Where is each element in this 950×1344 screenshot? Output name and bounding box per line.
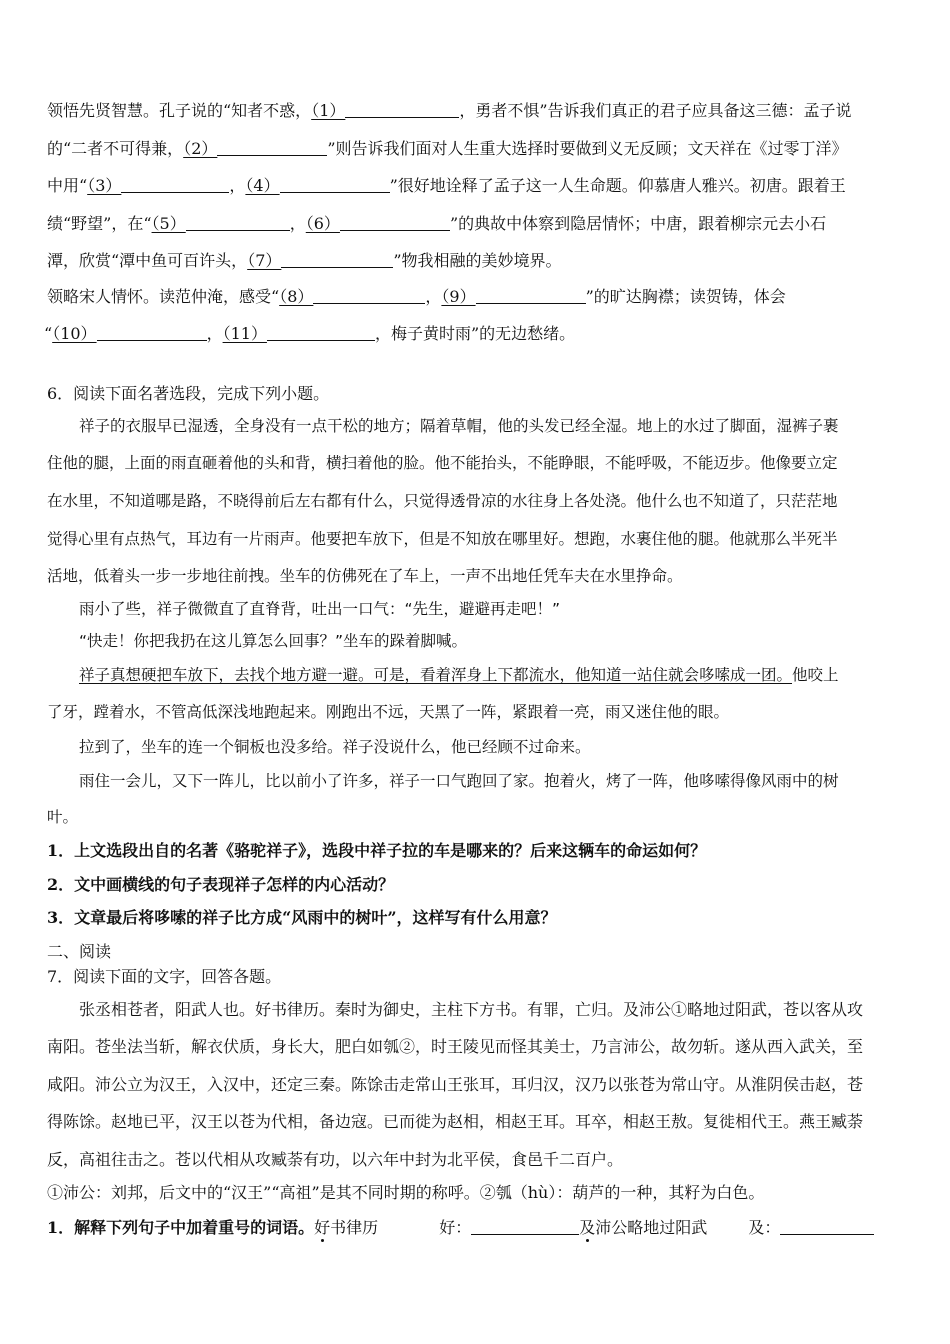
text: 领悟先贤智慧。孔子说的“知者不惑， bbox=[47, 101, 312, 120]
text: ”的旷达胸襟；读贺铸，体会 bbox=[585, 287, 786, 306]
fill-line-2 bbox=[47, 138, 848, 160]
answer-blank-3[interactable] bbox=[121, 176, 229, 193]
passage-line: 拉到了，坐车的连一个铜板也没多给。祥子没说什么，他已经顾不过命来。 bbox=[79, 738, 591, 756]
answer-blank-10[interactable] bbox=[97, 324, 207, 341]
passage-line: 住他的腿，上面的雨直砸着他的头和背，横扫着他的脸。他不能抬头，不能睁眼，不能呼吸，不能迈步。他像要立定 bbox=[47, 454, 838, 472]
text: 沛公略地过阳武 bbox=[595, 1218, 708, 1237]
sub-question-1 bbox=[47, 840, 706, 862]
text: ， bbox=[425, 287, 442, 306]
text: 绩“野望”，在“ bbox=[47, 214, 152, 233]
text: 他咬上 bbox=[792, 666, 839, 684]
text: ”则告诉我们面对人生重大选择时要做到义无反顾；文天祥在《过零丁洋》 bbox=[327, 139, 848, 158]
underlined-sentence: 祥子真想硬把车放下，去找个地方避一避。可是，看着浑身上下都流水，他知道一站住就会哆嗦成一团。 bbox=[79, 666, 793, 684]
passage-line: 叶。 bbox=[47, 808, 79, 826]
classical-passage-line: 南阳。苍坐法当斩，解衣伏质，身长大，肥白如瓠②，时王陵见而怪其美士，乃言沛公，故勿斩。遂从西入武关，至 bbox=[47, 1037, 864, 1056]
text: 1．解释下列句子中加着重号的词语。 bbox=[47, 1218, 315, 1237]
footnote: ①沛公：刘邦，后文中的“汉王”“高祖”是其不同时期的称呼。②瓠（hù）：葫芦的一种，其籽为白色。 bbox=[47, 1183, 765, 1202]
text: 书律历 bbox=[330, 1218, 379, 1237]
passage-line: 在水里，不知道哪是路，不晓得前后左右都有什么，只觉得透骨凉的水往身上各处浇。他什么也不知道了，只茫茫地 bbox=[47, 492, 838, 510]
blank-label-2: （2） bbox=[183, 139, 218, 158]
passage-line: 雨小了些，祥子微微直了直脊背，吐出一口气：“先生，避避再走吧！” bbox=[79, 600, 561, 618]
text: 领略宋人情怀。读范仲淹，感受“ bbox=[47, 287, 280, 306]
sub-question-7-1 bbox=[47, 1217, 874, 1239]
text: ”物我相融的美妙境界。 bbox=[393, 251, 562, 270]
blank-label-4: （4） bbox=[245, 176, 280, 195]
passage-line: 活地，低着头一步一步地往前拽。坐车的仿佛死在了车上，一声不出地任凭车夫在水里挣命。 bbox=[47, 567, 683, 585]
text: 及： bbox=[748, 1218, 781, 1237]
text: ，梅子黄时雨”的无边愁绪。 bbox=[374, 324, 576, 343]
passage-line: “快走！你把我扔在这儿算怎么回事？”坐车的跺着脚喊。 bbox=[79, 632, 468, 650]
text: 的“二者不可得兼， bbox=[47, 139, 184, 158]
text: 2．文中画横线的句子表现祥子怎样的内心活动？ bbox=[47, 875, 395, 894]
text: ”很好地诠释了孟子这一人生命题。仰慕唐人雅兴。初唐。跟着王 bbox=[389, 176, 846, 195]
text: ， bbox=[229, 176, 246, 195]
classical-passage-line: 咸阳。沛公立为汉王，入汉中，还定三秦。陈馀击走常山王张耳，耳归汉，汉乃以张苍为常山守。从淮阴侯击赵，苍 bbox=[47, 1075, 864, 1094]
emphasized-char: 及 bbox=[579, 1218, 596, 1237]
answer-blank-hao[interactable] bbox=[471, 1218, 579, 1235]
classical-passage-line: 得陈馀。赵地已平，汉王以苍为代相，备边寇。已而徙为赵相，相赵王耳。耳卒，相赵王敖。复徙相代王。燕王臧荼 bbox=[47, 1112, 864, 1131]
blank-label-7: （7） bbox=[247, 251, 282, 270]
text: ，勇者不惧”告诉我们真正的君子应具备这三德：孟子说 bbox=[459, 101, 852, 120]
text: 1．上文选段出自的名著《骆驼祥子》，选段中祥子拉的车是哪来的？后来这辆车的命运如何？ bbox=[47, 841, 707, 860]
question-6-heading: 6．阅读下面名著选段，完成下列小题。 bbox=[47, 384, 330, 403]
sub-question-2 bbox=[47, 874, 394, 896]
answer-blank-2[interactable] bbox=[217, 139, 327, 156]
answer-blank-6[interactable] bbox=[340, 214, 450, 231]
answer-blank-5[interactable] bbox=[186, 214, 290, 231]
blank-label-1: （1） bbox=[311, 101, 346, 120]
text: ， bbox=[206, 324, 223, 343]
sub-question-3 bbox=[47, 907, 557, 929]
fill-line-1 bbox=[47, 100, 852, 122]
text: ”的典故中体察到隐居情怀；中唐，跟着柳宗元去小石 bbox=[449, 214, 827, 233]
emphasized-char: 好 bbox=[314, 1218, 331, 1237]
blank-label-6: （6） bbox=[305, 214, 340, 233]
blank-label-11: （11） bbox=[222, 324, 267, 343]
fill-line-6 bbox=[47, 286, 786, 308]
answer-blank-4[interactable] bbox=[280, 176, 390, 193]
blank-label-8: （8） bbox=[279, 287, 314, 306]
answer-blank-11[interactable] bbox=[267, 324, 375, 341]
passage-line: 觉得心里有点热气，耳边有一片雨声。他要把车放下，但是不知放在哪里好。想跑，水裹住他的腿。他就那么半死半 bbox=[47, 530, 838, 548]
passage-line: 了牙，蹚着水，不管高低深浅地跑起来。刚跑出不远，天黑了一阵，紧跟着一亮，雨又迷住他的眼。 bbox=[47, 703, 730, 721]
fill-line-5 bbox=[47, 250, 562, 272]
answer-blank-ji[interactable] bbox=[780, 1218, 874, 1235]
passage-line: 雨住一会儿，又下一阵儿，比以前小了许多，祥子一口气跑回了家。抱着火，烤了一阵，他哆嗦得像风雨中的树 bbox=[79, 772, 839, 790]
passage-line-underlined bbox=[79, 664, 839, 686]
answer-blank-7[interactable] bbox=[281, 251, 393, 268]
part-heading: 二、阅读 bbox=[47, 942, 112, 961]
fill-line-7 bbox=[44, 323, 575, 345]
answer-blank-8[interactable] bbox=[313, 287, 425, 304]
blank-label-9: （9） bbox=[441, 287, 476, 306]
blank-label-10: （10） bbox=[52, 324, 97, 343]
passage-line: 祥子的衣服早已湿透，全身没有一点干松的地方；隔着草帽，他的头发已经全湿。地上的水过了脚面，湿裤子裹 bbox=[79, 417, 839, 435]
answer-blank-9[interactable] bbox=[476, 287, 586, 304]
text: 潭，欣赏“潭中鱼可百许头， bbox=[47, 251, 248, 270]
text: 3．文章最后将哆嗦的祥子比方成“风雨中的树叶”，这样写有什么用意？ bbox=[47, 908, 557, 927]
fill-line-3 bbox=[47, 175, 846, 197]
blank-label-5: （5） bbox=[151, 214, 186, 233]
answer-blank-1[interactable] bbox=[345, 101, 459, 118]
text: “ bbox=[44, 324, 53, 343]
classical-passage-line: 张丞相苍者，阳武人也。好书律历。秦时为御史，主柱下方书。有罪，亡归。及沛公①略地过阳武，苍以客从攻 bbox=[79, 1000, 864, 1019]
question-7-heading: 7．阅读下面的文字，回答各题。 bbox=[47, 967, 282, 986]
text: 好： bbox=[439, 1218, 472, 1237]
text: ， bbox=[289, 214, 306, 233]
classical-passage-line: 反，高祖往击之。苍以代相从攻臧荼有功，以六年中封为北平侯，食邑千二百户。 bbox=[47, 1150, 624, 1169]
fill-line-4 bbox=[47, 213, 826, 235]
blank-label-3: （3） bbox=[87, 176, 122, 195]
text: 中用“ bbox=[47, 176, 88, 195]
